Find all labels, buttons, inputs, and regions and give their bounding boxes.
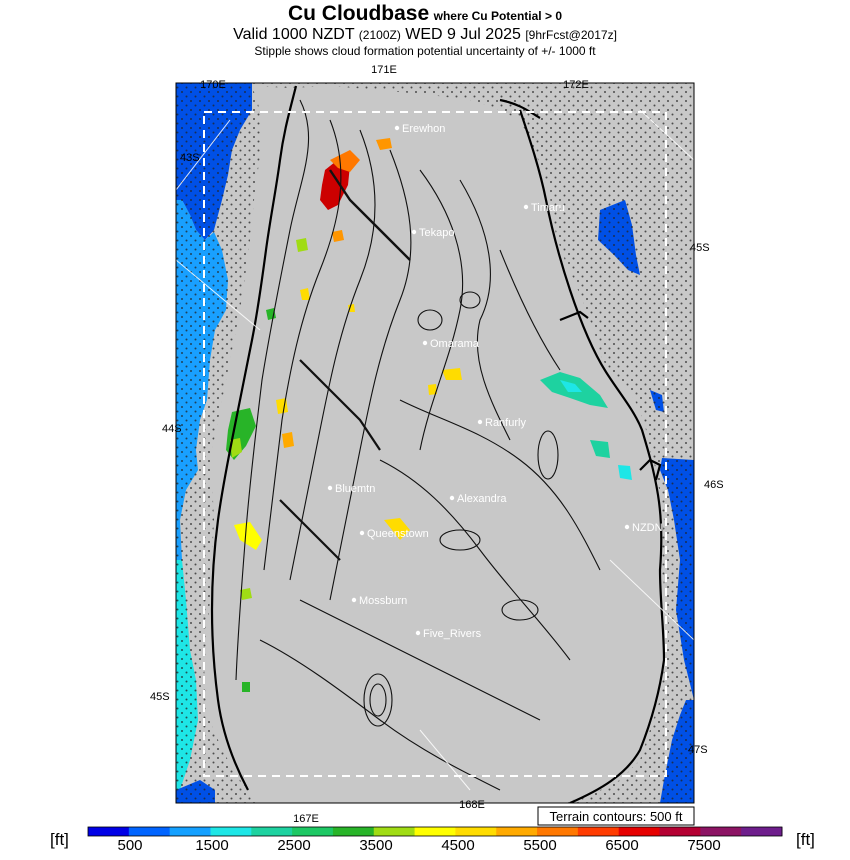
colorbar-unit-right: [ft] (796, 830, 815, 849)
colorbar-segment (251, 827, 292, 836)
stipple-note: Stipple shows cloud formation potential uncertainty of +/- 1000 ft (254, 44, 596, 58)
lat-label: 46S (704, 479, 724, 491)
valid-utc: (2100Z) (358, 28, 401, 42)
lat-label: 43S (180, 152, 200, 164)
title-main: Cu Cloudbase (287, 2, 430, 25)
place-label: Omarama (430, 338, 479, 350)
lat-label: 45S (690, 242, 710, 254)
place-label: NZDN (632, 522, 663, 534)
colorbar-label: 1500 (195, 837, 229, 854)
colorbar-segment (700, 827, 741, 836)
patch-lime-1 (296, 238, 308, 252)
colorbar-segment (210, 827, 251, 836)
lon-label: 171E (371, 64, 397, 76)
place-marker (478, 420, 482, 424)
title-condition: where Cu Potential > 0 (433, 9, 562, 23)
place-marker (352, 598, 356, 602)
lat-label: 45S (150, 691, 170, 703)
colorbar-segment (619, 827, 660, 836)
place-marker (524, 205, 528, 209)
colorbar-label: 5500 (523, 837, 557, 854)
lat-label: 44S (162, 423, 182, 435)
valid-date: WED 9 Jul 2025 (405, 26, 521, 43)
lon-label: 167E (293, 813, 319, 825)
patch-orange-3 (332, 230, 344, 242)
place-label: Tekapo (419, 227, 455, 239)
colorbar-segment (660, 827, 701, 836)
patch-green-2 (242, 682, 250, 692)
colorbar-segment (374, 827, 415, 836)
colorbar-label: 2500 (277, 837, 311, 854)
place-label: Queenstown (367, 528, 429, 540)
lon-label: 170E (200, 79, 226, 91)
colorbar-label: 6500 (605, 837, 639, 854)
lon-label: 172E (563, 79, 589, 91)
colorbar-segment (333, 827, 374, 836)
place-marker (412, 230, 416, 234)
map-area (176, 83, 694, 803)
valid-prefix: Valid 1000 NZDT (233, 26, 355, 43)
place-marker (360, 531, 364, 535)
place-marker (328, 486, 332, 490)
colorbar-unit-left: [ft] (50, 830, 69, 849)
place-label: Ranfurly (485, 417, 526, 429)
colorbar-segment (415, 827, 456, 836)
colorbar-segment (170, 827, 211, 836)
patch-cyan-east2 (618, 465, 632, 480)
colorbar-segment (129, 827, 170, 836)
colorbar-segment (741, 827, 782, 836)
place-label: Erewhon (402, 123, 446, 135)
colorbar (88, 827, 783, 836)
colorbar-segment (578, 827, 619, 836)
patch-orange-4 (282, 432, 294, 448)
place-label: Timaru (531, 202, 565, 214)
patch-yellow-3 (276, 398, 288, 414)
place-label: Alexandra (457, 493, 507, 505)
place-label: Mossburn (359, 595, 408, 607)
colorbar-segment (292, 827, 333, 836)
place-marker (395, 126, 399, 130)
colorbar-segment (88, 827, 129, 836)
lat-label: 47S (688, 744, 708, 756)
colorbar-label: 500 (117, 837, 143, 854)
colorbar-label: 7500 (687, 837, 721, 854)
colorbar-label: 4500 (441, 837, 475, 854)
place-label: Five_Rivers (423, 628, 482, 640)
forecast-label: [9hrFcst@2017z] (525, 28, 617, 42)
colorbar-segment (455, 827, 496, 836)
place-label: Bluemtn (335, 483, 376, 495)
place-marker (423, 341, 427, 345)
lon-label: 168E (459, 799, 485, 811)
colorbar-label: 3500 (359, 837, 393, 854)
terrain-note: Terrain contours: 500 ft (549, 809, 683, 824)
place-marker (625, 525, 629, 529)
place-marker (416, 631, 420, 635)
colorbar-segment (537, 827, 578, 836)
colorbar-segment (496, 827, 537, 836)
place-marker (450, 496, 454, 500)
